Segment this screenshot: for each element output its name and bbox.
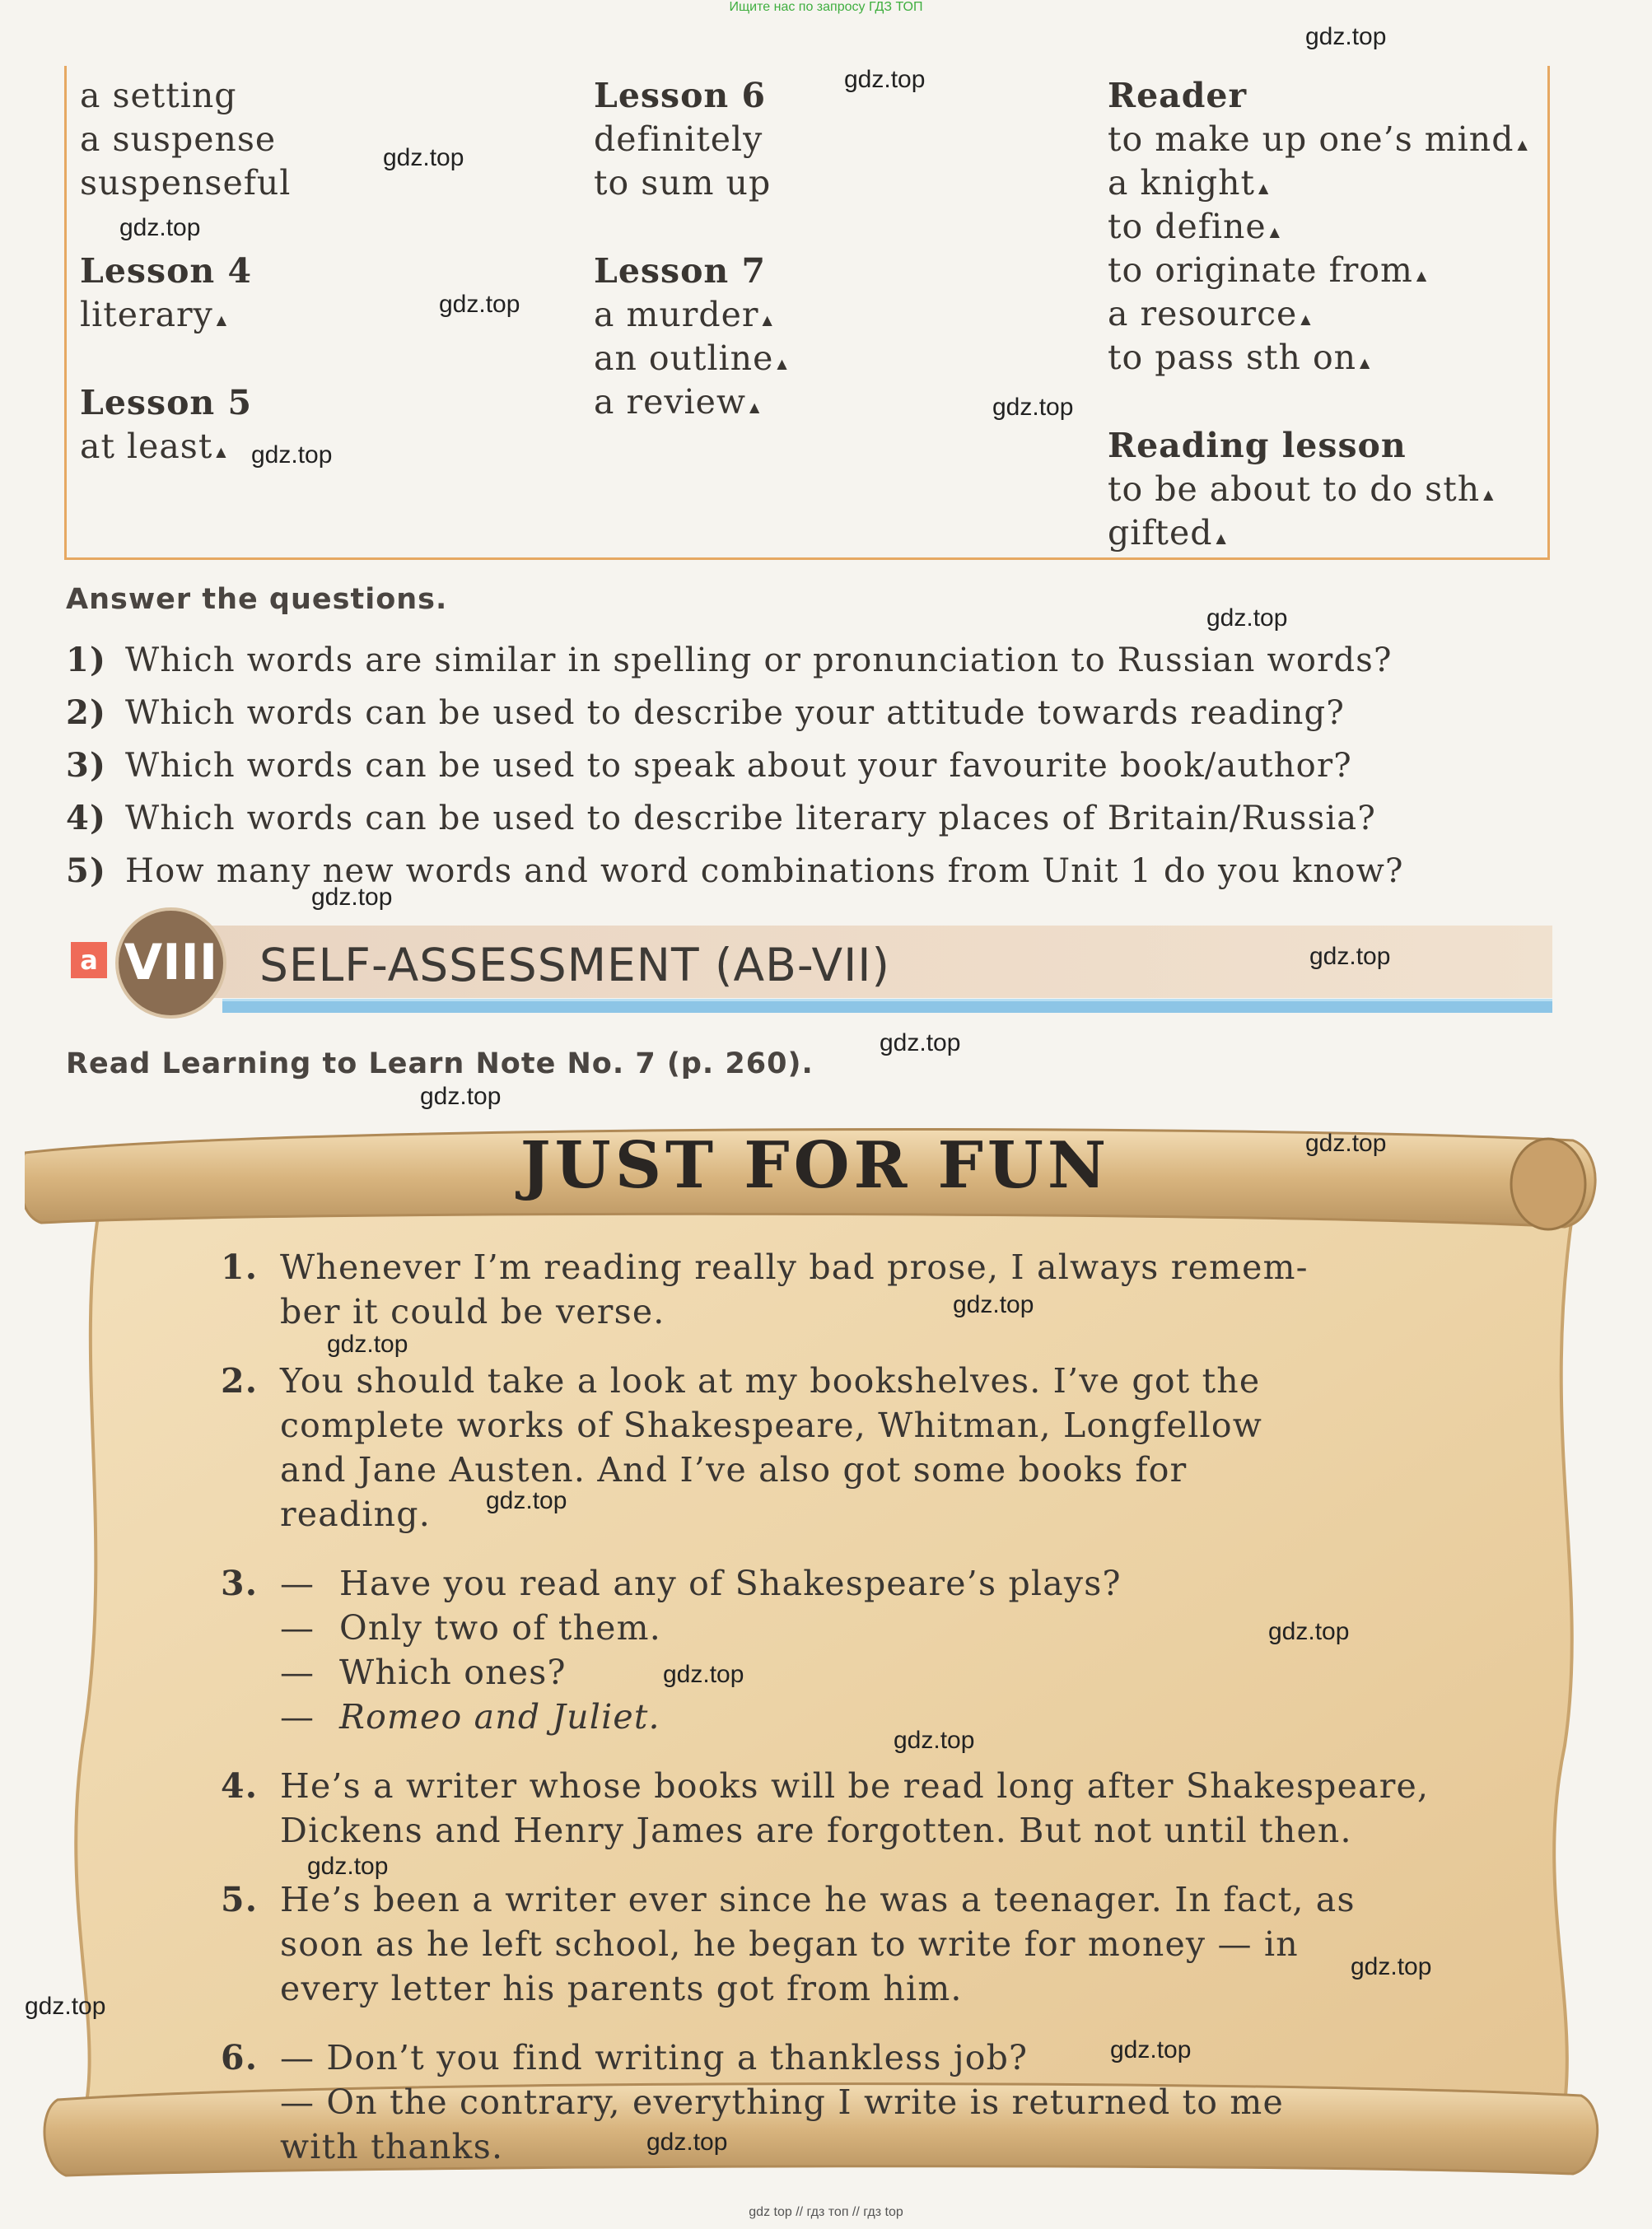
watermark: gdz.top — [327, 1331, 408, 1358]
dialog-text: Have you read any of Shakespeare’s plays? — [339, 1564, 1122, 1603]
question-number: 1) — [66, 641, 107, 679]
watermark: gdz.top — [486, 1487, 567, 1514]
dialog-text: Romeo and Juliet. — [339, 1697, 660, 1737]
dash: — — [280, 1608, 315, 1648]
joke-line: with thanks. — [280, 2127, 504, 2166]
watermark: gdz.top — [1309, 943, 1391, 970]
question-item — [66, 687, 1404, 739]
joke-number: 2. — [221, 1361, 259, 1401]
dialog-text: Which ones? — [339, 1653, 567, 1692]
watermark: gdz.top — [1110, 2036, 1192, 2063]
vocab-entry — [594, 118, 788, 161]
vocab-text: to pass sth on — [1108, 338, 1357, 377]
joke-item — [221, 1764, 1430, 1853]
joke-number: 5. — [221, 1880, 259, 1919]
joke-item — [221, 1561, 1429, 1739]
joke-line: every letter his parents got from him. — [280, 1969, 963, 2008]
vocab-text: Lesson 5 — [80, 383, 253, 422]
joke-line: Whenever I’m reading really bad prose, I always remem- — [280, 1247, 1309, 1287]
dialog-line — [280, 1561, 1429, 1606]
question-number: 5) — [66, 851, 107, 890]
vocab-column-2 — [594, 74, 788, 424]
joke-line: He’s been a writer ever since he was a teenager. In fact, as — [280, 1880, 1356, 1919]
vocab-column-1 — [80, 74, 291, 469]
joke-list — [221, 1245, 1432, 2169]
dash: — — [280, 1564, 315, 1603]
question-item — [66, 739, 1404, 792]
vocab-entry — [1108, 292, 1528, 336]
section-numeral: VIII — [115, 907, 226, 1019]
question-item — [66, 634, 1404, 687]
section-icon: a — [71, 942, 107, 978]
scroll-title: JUST FOR FUN — [520, 1128, 1111, 1203]
triangle-icon: ▲ — [1517, 137, 1528, 152]
watermark: gdz.top — [119, 214, 201, 241]
header-note: Ищите нас по запросу ГДЗ ТОП — [729, 0, 923, 14]
vocab-heading — [1108, 424, 1528, 468]
triangle-icon: ▲ — [216, 312, 228, 328]
vocab-text: gifted — [1108, 513, 1213, 553]
joke-line: ber it could be verse. — [280, 1292, 665, 1331]
vocab-text: Reader — [1108, 76, 1248, 115]
read-note: Read Learning to Learn Note No. 7 (p. 260). — [66, 1047, 814, 1080]
joke-number: 3. — [221, 1564, 259, 1603]
vocab-entry — [80, 118, 291, 161]
watermark: gdz.top — [1268, 1618, 1350, 1645]
watermark: gdz.top — [992, 394, 1074, 421]
joke-line: — On the contrary, everything I write is returned to me — [280, 2082, 1284, 2122]
vocab-text: to originate from — [1108, 250, 1413, 290]
vocab-entry — [1108, 118, 1528, 161]
triangle-icon: ▲ — [777, 356, 788, 371]
dash: — — [280, 1697, 315, 1737]
vocab-entry — [1108, 468, 1528, 511]
vocab-gap — [80, 337, 291, 381]
joke-line: and Jane Austen. And I’ve also got some books for — [280, 1450, 1188, 1490]
vocab-entry — [80, 74, 291, 118]
question-number: 2) — [66, 693, 107, 732]
joke-line: soon as he left school, he began to write for money — in — [280, 1924, 1299, 1964]
question-text: Which words can be used to describe your attitude towards reading? — [125, 694, 1345, 732]
vocab-entry — [594, 293, 788, 337]
joke-line: reading. — [280, 1495, 431, 1534]
vocab-text: Reading lesson — [1108, 426, 1407, 465]
question-text: How many new words and word combinations from Unit 1 do you know? — [125, 852, 1404, 890]
vocab-text: a suspense — [80, 119, 277, 159]
question-number: 3) — [66, 746, 107, 785]
vocab-entry — [1108, 336, 1528, 380]
triangle-icon: ▲ — [1300, 311, 1312, 327]
question-item — [66, 845, 1404, 898]
triangle-icon: ▲ — [762, 312, 773, 328]
triangle-icon: ▲ — [1416, 268, 1428, 283]
vocab-gap — [594, 205, 788, 249]
watermark: gdz.top — [844, 66, 926, 93]
watermark: gdz.top — [663, 1661, 744, 1688]
joke-item — [221, 1877, 1432, 2011]
question-item — [66, 792, 1404, 845]
vocab-entry — [594, 337, 788, 380]
vocab-text: Lesson 4 — [80, 251, 253, 291]
footer-note: gdz top // гдз топ // гдз top — [749, 2205, 903, 2219]
vocab-text: to sum up — [594, 163, 772, 203]
joke-number: 6. — [221, 2038, 259, 2077]
vocab-entry — [594, 161, 788, 205]
joke-line: He’s a writer whose books will be read long after Shakespeare, — [280, 1766, 1430, 1806]
watermark: gdz.top — [894, 1727, 975, 1754]
answer-instruction: Answer the questions. — [66, 583, 448, 616]
vocab-entry — [594, 380, 788, 424]
vocab-entry — [1108, 205, 1528, 249]
triangle-icon: ▲ — [749, 399, 761, 415]
vocab-text: at least — [80, 427, 213, 466]
section-title: SELF-ASSESSMENT (AB-VII) — [259, 939, 890, 991]
vocab-text: a resource — [1108, 294, 1298, 333]
vocab-text: a setting — [80, 76, 237, 115]
dialog-text: Only two of them. — [339, 1608, 661, 1648]
watermark: gdz.top — [311, 884, 393, 911]
vocab-text: to be about to do sth — [1108, 469, 1481, 509]
watermark: gdz.top — [383, 144, 464, 171]
triangle-icon: ▲ — [1483, 487, 1495, 502]
dash: — — [280, 1653, 315, 1692]
joke-item — [221, 1245, 1429, 1334]
vocab-text: an outline — [594, 338, 774, 378]
dialog-line — [280, 1695, 1429, 1739]
vocab-text: Lesson 6 — [594, 76, 767, 115]
vocab-entry — [1108, 511, 1528, 555]
joke-line: Dickens and Henry James are forgotten. But not until then. — [280, 1811, 1352, 1850]
watermark: gdz.top — [1305, 23, 1387, 50]
vocab-text: suspenseful — [80, 163, 292, 203]
vocab-heading — [594, 74, 788, 118]
joke-item — [221, 1359, 1429, 1537]
vocab-heading — [80, 381, 291, 425]
question-number: 4) — [66, 799, 107, 837]
watermark: gdz.top — [251, 441, 333, 469]
joke-item — [221, 2035, 1429, 2169]
question-text: Which words can be used to describe literary places of Britain/Russia? — [125, 800, 1376, 837]
dialog-line — [280, 1606, 1429, 1650]
watermark: gdz.top — [439, 291, 520, 318]
triangle-icon: ▲ — [1360, 355, 1371, 371]
vocab-text: to define — [1108, 207, 1267, 246]
vocab-text: a review — [594, 382, 746, 422]
watermark: gdz.top — [646, 2129, 728, 2156]
question-text: Which words can be used to speak about your favourite book/author? — [125, 747, 1352, 785]
vocabulary-box — [64, 66, 1550, 560]
triangle-icon: ▲ — [216, 444, 227, 459]
vocab-text: definitely — [594, 119, 763, 159]
vocab-entry — [80, 161, 291, 205]
triangle-icon: ▲ — [1258, 180, 1270, 196]
joke-line: — Don’t you find writing a thankless job? — [280, 2038, 1029, 2077]
watermark: gdz.top — [420, 1083, 502, 1110]
vocab-text: to make up one’s mind — [1108, 119, 1514, 159]
vocab-gap — [1108, 380, 1528, 424]
triangle-icon: ▲ — [1216, 530, 1227, 546]
banner-underline — [222, 999, 1552, 1013]
joke-line: complete works of Shakespeare, Whitman, Longfellow — [280, 1406, 1263, 1445]
vocab-entry — [80, 293, 291, 337]
watermark: gdz.top — [1206, 604, 1288, 632]
watermark: gdz.top — [307, 1853, 389, 1880]
vocab-heading — [1108, 74, 1528, 118]
vocab-text: a knight — [1108, 163, 1255, 203]
question-list — [66, 634, 1404, 898]
vocab-text: literary — [80, 295, 213, 334]
joke-number: 1. — [221, 1247, 259, 1287]
vocab-text: a murder — [594, 295, 759, 334]
vocab-heading — [80, 249, 291, 293]
triangle-icon: ▲ — [1269, 224, 1281, 240]
joke-number: 4. — [221, 1766, 259, 1806]
watermark: gdz.top — [1351, 1953, 1432, 1980]
vocab-column-3 — [1108, 74, 1528, 555]
dialog-line — [280, 1650, 1429, 1695]
vocab-text: Lesson 7 — [594, 251, 767, 291]
watermark: gdz.top — [880, 1029, 961, 1056]
watermark: gdz.top — [1305, 1130, 1387, 1157]
watermark: gdz.top — [953, 1291, 1034, 1318]
joke-line: You should take a look at my bookshelves. I’ve got the — [280, 1361, 1261, 1401]
vocab-entry — [1108, 161, 1528, 205]
vocab-heading — [594, 249, 788, 293]
watermark: gdz.top — [25, 1993, 106, 2020]
question-text: Which words are similar in spelling or pronunciation to Russian words? — [125, 641, 1393, 679]
vocab-entry — [1108, 249, 1528, 292]
